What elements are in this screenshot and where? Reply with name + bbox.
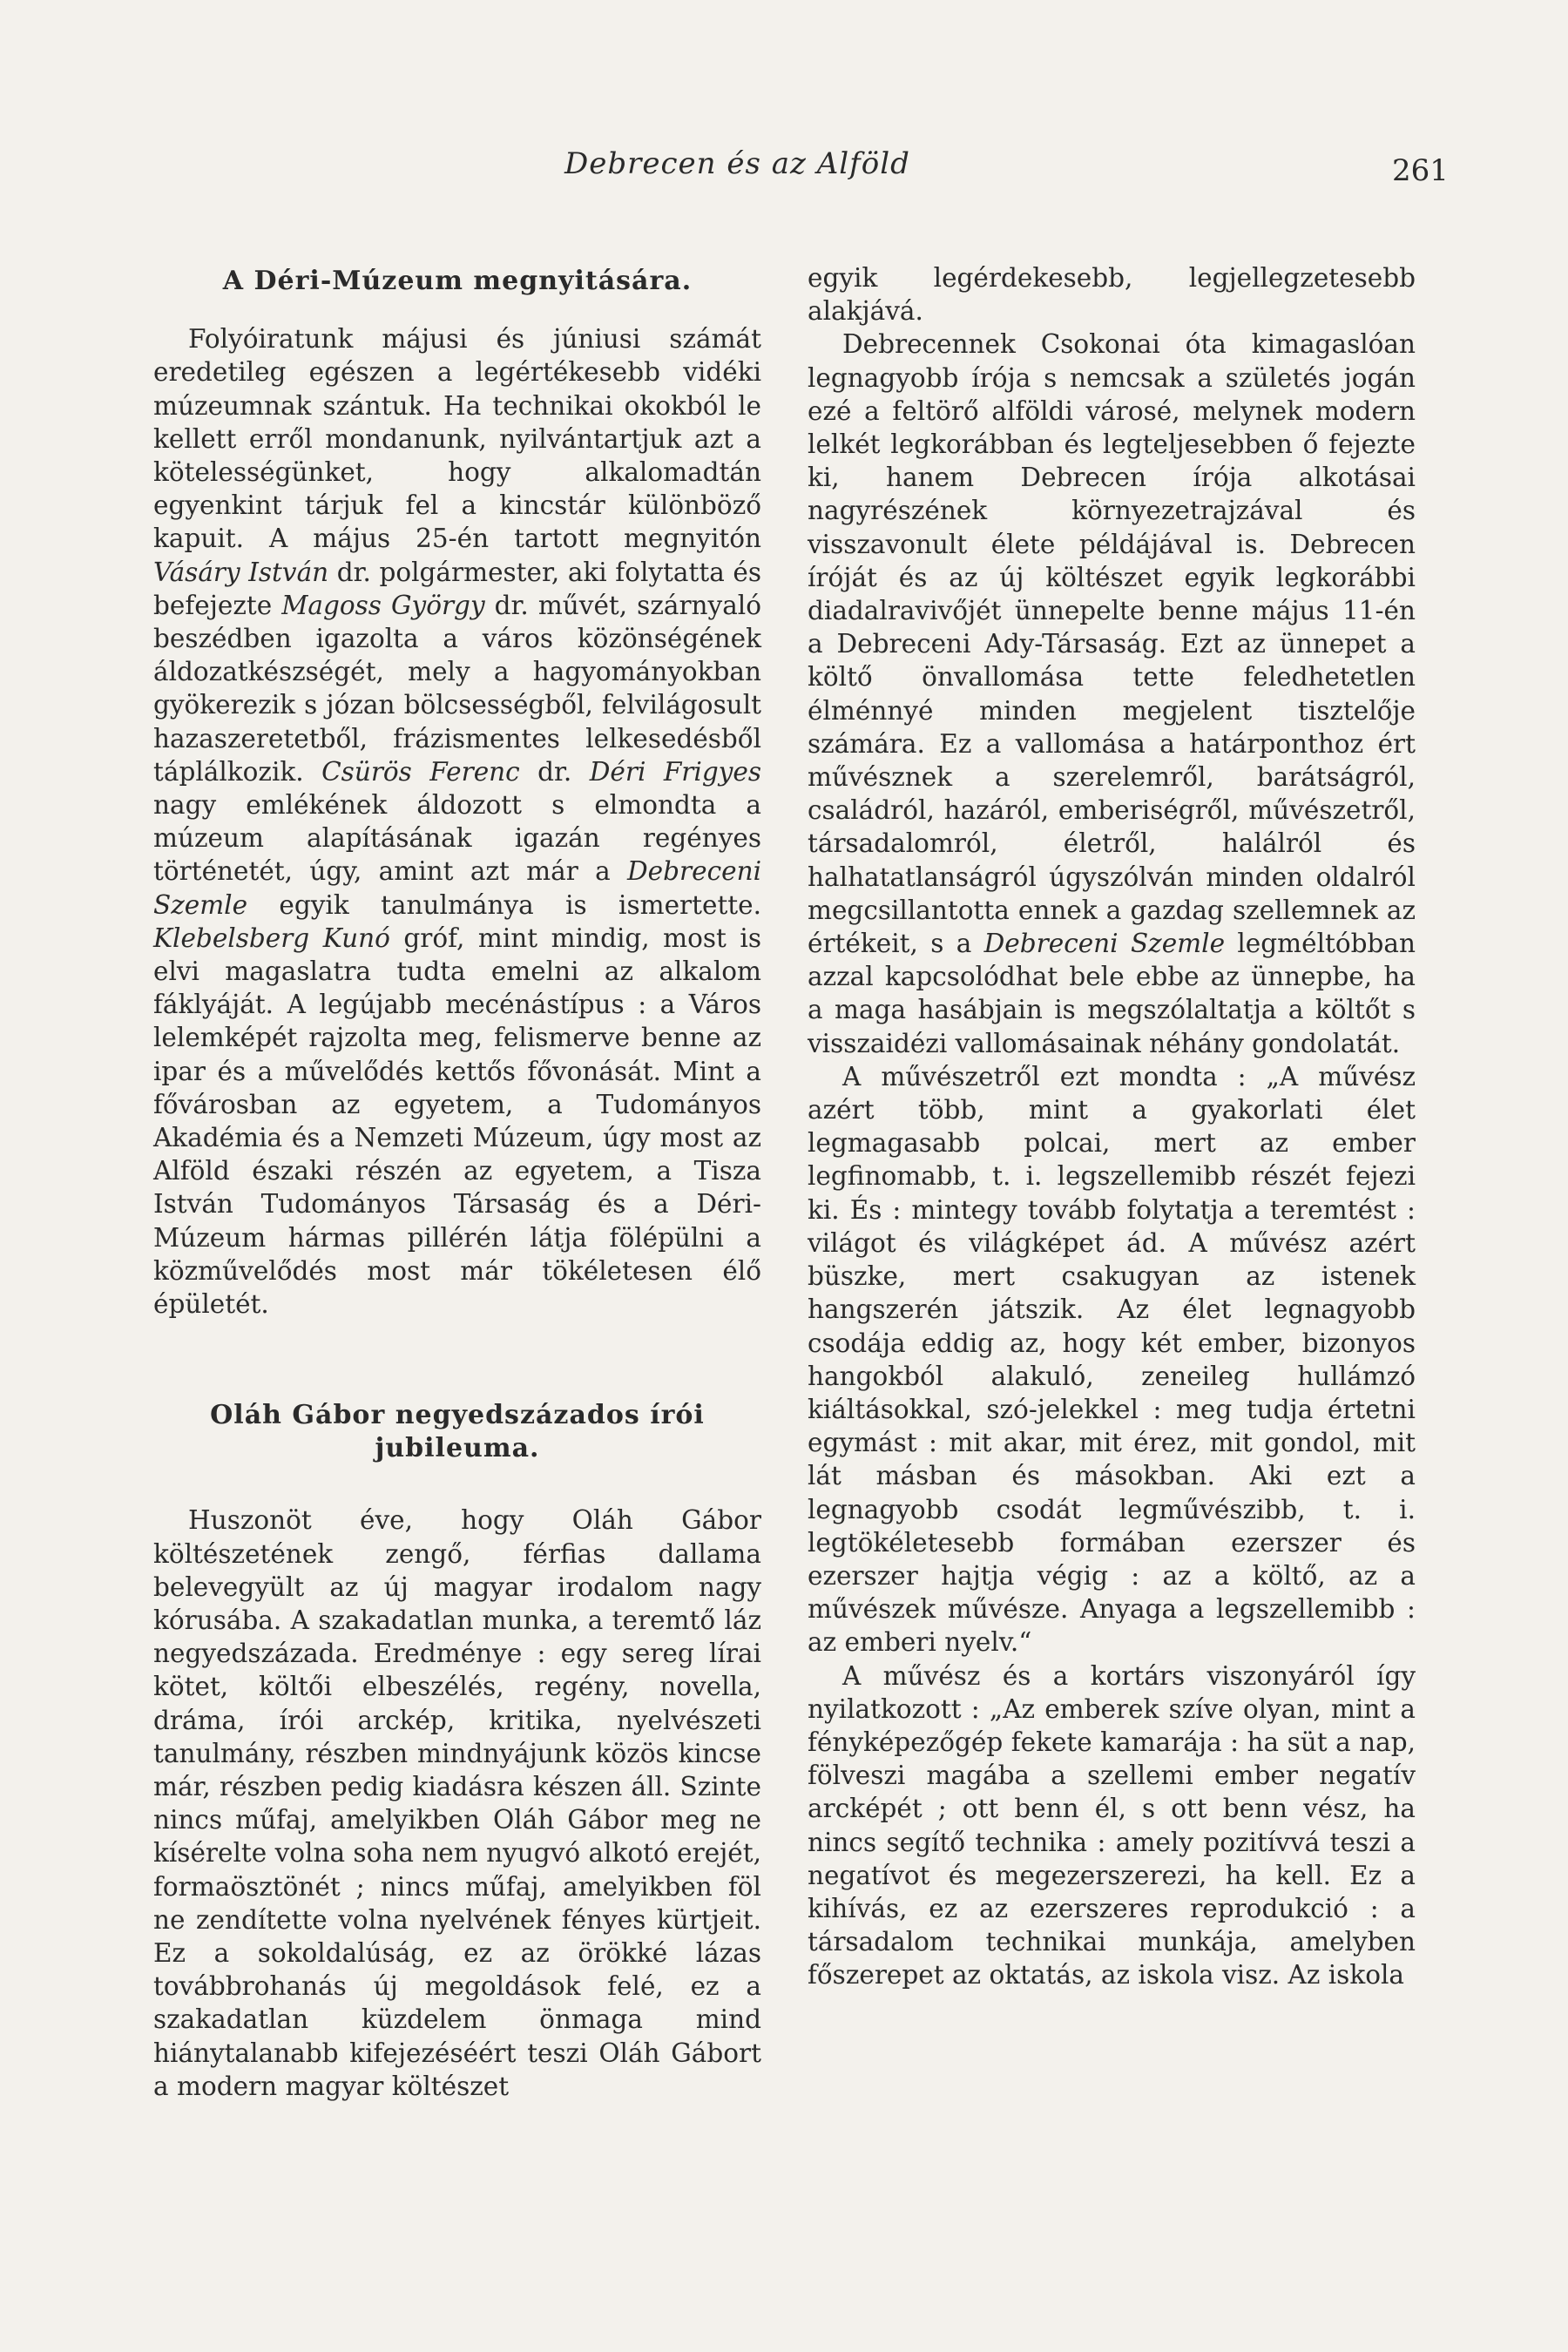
text-run: Folyóiratunk májusi és júniusi számát eredetileg egészen a legértékesebb vidéki múzeumnak szántuk. Ha technikai okokból le kellett erről mondanunk, nyilvántartjuk azt a kötelességünket, hogy alkalomadtán egyenkint tárjuk fel a kincstár különböző kapuit. A május 25-én tartott megnyitón: [153, 324, 761, 554]
person-name: Klebelsberg Kunó: [153, 923, 390, 953]
journal-title: Debreceni Szemle: [153, 856, 761, 920]
left-column: [153, 261, 761, 2103]
text-run: dr. művét, szárnyaló beszédben igazolta a város közönségének áldozatkészségét, mely a hagyományokban gyökerezik s józan bölcsességből, felvilágosult hazaszeretetből, frázismentes lelkesedésből táplálkozik.: [153, 590, 761, 787]
person-name: Magoss György: [281, 590, 485, 620]
paragraph-olah-gabor: Huszonöt éve, hogy Oláh Gábor költészetének zengő, férfias dallama belevegyült az új magyar irodalom nagy kórusába. A szakadatlan munka, a teremtő láz negyedszázada. Eredménye : egy sereg lírai kötet, költői elbeszélés, regény, novella, dráma, írói arckép, kritika, nyelvészeti tanulmány, részben mindnyájunk közös kincse már, részben pedig kiadásra készen áll. Szinte nincs műfaj, amelyikben Oláh Gábor meg ne kísérelte volna soha nem nyugvó alkotó erejét, formaösztönét ; nincs műfaj, amelyikben föl ne zendítette volna nyelvének fényes kürtjeit. Ez a sokoldalúság, ez az örökké lázas továbbrohanás új megoldások felé, ez a szakadatlan küzdelem önmaga mind hiánytalanabb kifejezéséért teszi Oláh Gábort a modern magyar költészet: [153, 1505, 761, 2101]
person-name: Csürös Ferenc: [321, 756, 520, 787]
text-run: gróf, mint mindig, most is elvi magaslatra tudta emelni az alkalom fáklyáját. A legújabb mecénástípus : a Város lelemképét rajzolta meg, felismerve benne az ipar és a művelődés kettős fővonását. Mint a fővárosban az egyetem, a Tudományos Akadémia és a Nemzeti Múzeum, úgy most az Alföld északi részén az egyetem, a Tisza István Tudományos Társaság és a Déri-Múzeum hármas pillérén látja fölépülni a közművelődés most már tökéletesen élő épületét.: [153, 923, 762, 1320]
running-head: Debrecen és az Alföld: [564, 146, 910, 181]
text-run: legméltóbban azzal kapcsolódhat bele ebbe az ünnepbe, ha a maga hasábjain is megszólaltatja a költőt s visszaidézi vallomásainak néhány gondolatát.: [808, 929, 1416, 1058]
paragraph-deri-muzeum: [153, 322, 761, 1321]
paragraph-continuation: egyik legérdekesebb, legjellegzetesebb alakjává.: [808, 263, 1416, 327]
right-column: [808, 261, 1416, 1992]
section-heading-olah-gabor: Oláh Gábor negyedszázados írói jubileuma.: [210, 1400, 705, 1464]
text-run: dr.: [519, 756, 590, 787]
person-name: Déri Frigyes: [589, 756, 761, 787]
paragraph-debrecen-writer: [808, 328, 1416, 1059]
paragraph-contemporary-quote: A művész és a kortárs viszonyáról így nyilatkozott : „Az emberek szíve olyan, mint a fényképezőgép fekete kamarája : ha süt a nap, fölveszi magába a szellemi ember negatív arcképét ; ott benn él, s ott benn vész, ha nincs segítő technika : amely pozitívvá teszi a negatívot és megezerszerezi, ha kell. Ez a kihívás, ez az ezerszeres reprodukció : a társadalom technikai munkája, amelyben főszerepet az oktatás, az iskola visz. Az iskola: [808, 1660, 1416, 1990]
page-number: 261: [1392, 153, 1449, 188]
text-run: nagy emlékének áldozott s elmondta a múzeum alapításának igazán regényes történetét, úgy, amint azt már a: [153, 790, 761, 887]
person-name: Vásáry István: [153, 557, 329, 587]
section-heading-deri-muzeum: A Déri-Múzeum megnyitására.: [222, 266, 693, 296]
text-run: Debrecennek Csokonai óta kimagaslóan legnagyobb írója s nemcsak a születés jogán ezé a feltörő alföldi városé, melynek modern lelkét legkorábban és legteljesebben ő fejezte ki, hanem Debrecen írója alkotásai nagyrészének környezetrajzával és visszavonult élete példájával is. Debrecen íróját és az új költészet egyik legkorábbi diadalravivőjét ünnepelte benne május 11-én a Debreceni Ady-Társaság. Ezt az ünnepet a költő önvallomása tette feledhetetlen élménnyé minden megjelent tisztelője számára. Ez a vallomása a határponthoz ért művésznek a szerelemről, barátságról, családról, hazáról, emberiségről, művészetről, társadalomról, életről, halálról és halhatatlanságról úgyszólván minden oldalról megcsillantotta ennek a gazdag szellemnek az értékeit, s a: [808, 329, 1416, 959]
text-run: dr. polgármester, aki folytatta és befejezte: [153, 557, 761, 620]
text-run: egyik tanulmánya is ismertette.: [247, 889, 761, 920]
journal-title: Debreceni Szemle: [983, 929, 1226, 959]
paragraph-art-quote: A művészetről ezt mondta : „A művész azért több, mint a gyakorlati élet legmagasabb polcai, mert az ember legfinomabb, t. i. legszellemibb részét fejezi ki. És : mintegy tovább folytatja a teremtést : világot és világképet ád. A művész azért büszke, mert csakugyan az istenek hangszerén játszik. Az élet legnagyobb csodája eddig az, hogy két ember, bizonyos hangokból alakuló, zeneileg hullámzó kiáltásokkal, szó-jelekkel : meg tudja értetni egymást : mit akar, mit érez, mit gondol, mit lát másban és másokban. Aki ezt a legnagyobb csodát legművészibb, t. i. legtökéletesebb formában ezerszer és ezerszer hajtja végig : az a költő, az a művészek művésze. Anyaga a legszellemibb : az emberi nyelv.“: [808, 1061, 1416, 1658]
